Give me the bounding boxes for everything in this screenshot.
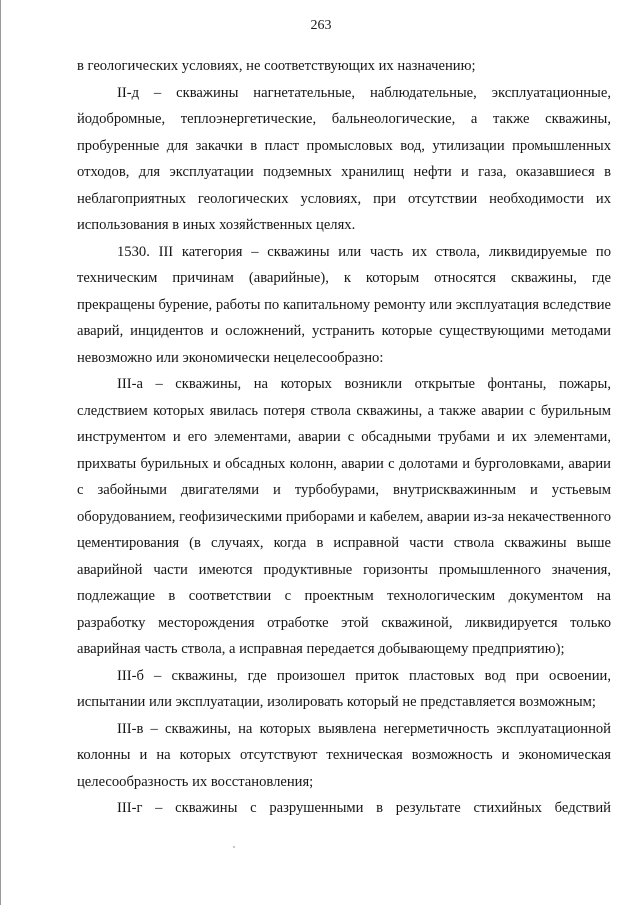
paragraph-category-3a: III-а – скважины, на которых возникли открытые фонтаны, пожары, следствием которых явилась потеря ствола скважины, а также аварии с бурильным инструментом и его элементами, аварии с обсадными трубами и их элементами, прихваты бурильных и обсадных колонн, аварии с долотами и бурголовками, аварии с забойными двигателями и турбобурами, внутрискважинным и устьевым оборудованием, геофизическими приборами и кабелем, аварии из-за некачественного цементирования (в случаях, когда в исправной части ствола скважины выше аварийной части имеются продуктивные горизонты промышленного значения, подлежащие в соответствии с проектным технологическим документом на разработку месторождения отработке этой скважиной, ликвидируется только аварийная часть ствола, а исправная передается добывающему предприятию); [77,376,611,657]
paragraph-category-3v: III-в – скважины, на которых выявлена негерметичность эксплуатационной колонны и на которых отсутствуют техническая возможность и экономическая целесообразность их восстановления; [77,720,611,790]
paragraph-section-1530: 1530. III категория – скважины или часть их ствола, ликвидируемые по техническим причинам (аварийные), к которым относятся скважины, где прекращены бурение, работы по капитальному ремонту или эксплуатация вследствие аварий, инцидентов и осложнений, устранить которые существующими методами невозможно или экономически нецелесообразно: [77,243,611,366]
page-number: 263 [310,18,332,33]
paragraph-category-3g: III-г – скважины с разрушенными в результате стихийных бедствий [117,800,611,816]
page-body [77,53,611,822]
scan-speck [233,846,235,848]
paragraph-continuation: в геологических условиях, не соответствующих их назначению; [77,58,476,74]
paragraph-category-3b: III-б – скважины, где произошел приток пластовых вод при освоении, испытании или эксплуатации, изолировать который не представляется возможным; [77,667,611,710]
paragraph-category-2d: II-д – скважины нагнетательные, наблюдательные, эксплуатационные, йодобромные, теплоэнергетические, бальнеологические, а также скважины, пробуренные для закачки в пласт промысловых вод, утилизации промышленных отходов, для эксплуатации подземных хранилищ нефти и газа, оказавшиеся в неблагоприятных геологических условиях, при отсутствии необходимости их использования в иных хозяйственных целях. [77,84,611,233]
